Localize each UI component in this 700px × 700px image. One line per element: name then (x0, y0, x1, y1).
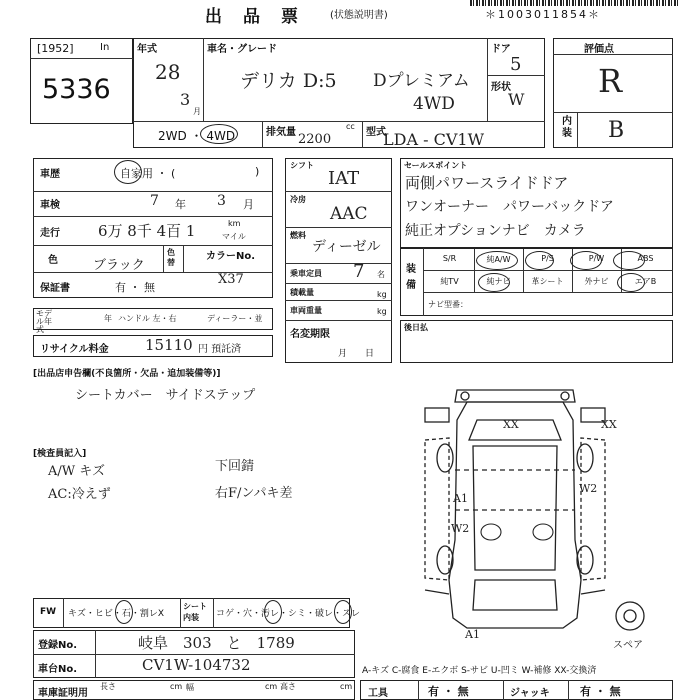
displacement-label: 排気量 (266, 127, 296, 138)
tool-value: 有 ・ 無 (428, 685, 469, 698)
mark-left-w2: W2 (451, 522, 470, 535)
shift-label: シフト (290, 161, 314, 170)
fuel-label: 燃料 (290, 231, 306, 240)
equip-circle-abs (613, 251, 645, 270)
height-label: 高さ (280, 682, 296, 691)
door-label: ドア (491, 44, 511, 55)
chassis-value: CV1W-104732 (142, 656, 251, 674)
equip-label: 装備 (406, 264, 416, 291)
reg-value: 岐阜 303 と 1789 (138, 634, 295, 652)
history-circle (114, 160, 142, 184)
reg-label: 登録No. (38, 640, 78, 651)
equip-circle-airbag (617, 273, 645, 292)
equip-circle-navi (478, 273, 510, 292)
sales-line2: ワンオーナー パワーバックドア (405, 199, 614, 215)
mark-front-xx: XX (503, 418, 519, 431)
recycle-unit: 円 預託済 (198, 344, 242, 355)
len-unit: cm (170, 682, 183, 691)
equip-item: P/S (541, 254, 554, 263)
mark-right-xx: XX (601, 418, 617, 431)
grade-value: Dプレミアム (373, 71, 470, 91)
cooler-value: AAC (330, 204, 368, 224)
sales-line3: 純正オプションナビ カメラ (405, 223, 586, 239)
drive-value: 4WD (413, 94, 455, 114)
load-unit: kg (377, 290, 387, 299)
lot-tag: [1952] (37, 42, 74, 55)
inspector-line4: 右F/ンパキ差 (215, 486, 293, 501)
equip-circle-aw (476, 251, 518, 270)
color-label: 色 (48, 255, 58, 266)
fuel-value: ディーゼル (312, 239, 381, 255)
capacity-label: 乗車定員 (290, 269, 322, 278)
equip-item: 外ナビ (584, 277, 609, 286)
inspector-label: [検査員記入] (33, 449, 87, 459)
equip-circle-pw (570, 251, 602, 270)
year-month: 3 (180, 90, 191, 109)
inspector-line3: 下回錆 (215, 459, 255, 474)
seat-items: コゲ・穴・汚レ・シミ・破レ・スレ (216, 609, 361, 619)
height-unit: cm (340, 682, 353, 691)
history-value: 自家用 ・ ( (120, 167, 176, 180)
inspector-line1: A/W キズ (48, 464, 106, 479)
name-value: デリカ D:5 (240, 70, 337, 92)
name-label: 車名・グレード (207, 44, 277, 55)
jack-label: ジャッキ (510, 688, 550, 699)
load-label: 積載量 (290, 288, 314, 297)
seat-circle-1 (264, 600, 282, 624)
fw-items: キズ・ヒビ・石・割レX (68, 609, 164, 619)
inspection-label: 車検 (40, 200, 60, 211)
mileage-unit-mile: マイル (222, 232, 246, 241)
weight-unit: kg (377, 307, 387, 316)
color-no-label: カラーNo. (206, 251, 256, 262)
color-value: ブラック (93, 258, 145, 273)
size-label: 車庫証明用 (38, 688, 88, 699)
color-no-value: X37 (218, 272, 244, 287)
warranty-value: 有 ・ 無 (115, 281, 155, 294)
document-title: 出 品 票 (205, 7, 300, 27)
inspection-year-unit: 年 (175, 198, 186, 211)
equip-item: S/R (442, 254, 457, 263)
capacity-value: 7 (353, 261, 365, 282)
weight-label: 車両重量 (290, 306, 322, 315)
sales-line1: 両側パワースライドドア (405, 174, 569, 192)
eval-value: R (598, 62, 623, 100)
declare-value: シートカバー サイドステップ (75, 388, 256, 403)
inspection-month-unit: 月 (243, 198, 254, 211)
model-year-label: モデル年式 (36, 309, 52, 334)
inspection-month: 3 (217, 193, 226, 209)
expiry-label: 名変期限 (290, 329, 330, 340)
mileage-label: 走行 (40, 228, 60, 239)
recycle-label: リサイクル料金 (40, 344, 109, 355)
document-subtitle: (状態説明書) (330, 10, 388, 21)
equip-item: 純ナビ (486, 277, 511, 286)
mark-wheel-a1: A1 (465, 628, 480, 641)
interior-value: B (608, 118, 625, 143)
mileage-value: 6万 8千 4百 1 (98, 222, 196, 240)
drive-circle (200, 124, 238, 144)
car-damage-diagram (405, 380, 675, 650)
model-year-unit: 年 (104, 314, 112, 323)
damage-legend: A-キズ C-腐食 E-エクボ S-サビ U-凹ミ W-補修 XX-交換済 (362, 666, 597, 676)
sales-label: セールスポイント (404, 161, 468, 170)
displacement-value: 2200 (298, 132, 332, 147)
mark-right-w2: W2 (579, 482, 598, 495)
history-label: 車歴 (40, 169, 60, 180)
capacity-unit: 名 (377, 270, 385, 279)
serial-number: ＊1003011854＊ (485, 8, 601, 21)
shape-label: 形状 (491, 82, 511, 93)
year-label: 年式 (137, 44, 157, 55)
interior-label: 内装 (562, 116, 572, 139)
drive-options: 2WD ・ 4WD (158, 129, 236, 143)
width-unit: cm (265, 682, 278, 691)
history-close: ) (255, 165, 260, 178)
displacement-unit: cc (346, 122, 355, 131)
declare-label: [出品店申告欄(不良箇所・欠品・追加装備等)] (33, 369, 221, 379)
model-value: LDA - CV1W (383, 130, 485, 149)
eval-label: 評価点 (584, 44, 614, 55)
lot-suffix: In (100, 42, 110, 53)
lot-number: 5336 (42, 74, 111, 105)
spare-label: スペア (613, 640, 643, 650)
equip-item: 純A/W (486, 255, 511, 264)
seat-label: シート内装 (183, 602, 207, 622)
equip-circle-ps (525, 251, 554, 270)
memo-label: 後日払 (404, 323, 428, 332)
recycle-value: 15110 (145, 336, 193, 354)
mark-left-a1: A1 (453, 492, 468, 505)
cooler-label: 冷房 (290, 195, 306, 204)
chassis-label: 車台No. (38, 664, 78, 675)
handle-label: ハンドル 左・右 (118, 314, 177, 323)
expiry-unit: 月 日 (338, 349, 375, 359)
dealer-label: ディーラー・並 (207, 314, 263, 323)
equip-item: エアB (634, 277, 657, 286)
color-change-label: 色替 (167, 248, 175, 267)
tool-label: 工具 (368, 688, 388, 699)
navi-model-label: ナビ型番： (428, 300, 468, 309)
seat-circle-2 (334, 600, 352, 624)
year-value: 28 (155, 60, 181, 84)
equip-item: ABS (637, 254, 654, 263)
equip-item: 純TV (440, 277, 459, 286)
mileage-unit-km: km (228, 219, 241, 228)
warranty-label: 保証書 (40, 283, 70, 294)
inspector-line2: AC:冷えず (48, 487, 111, 502)
shape-value: W (508, 90, 525, 109)
model-label: 型式 (366, 127, 386, 138)
fw-label: FW (40, 607, 57, 617)
equip-item: P/W (588, 254, 605, 263)
len-label: 長さ (100, 682, 116, 691)
shift-value: IAT (328, 168, 360, 189)
fw-circle (115, 600, 133, 624)
year-month-unit: 月 (193, 107, 201, 116)
memo-box (400, 320, 673, 363)
door-value: 5 (510, 54, 522, 75)
jack-value: 有 ・ 無 (580, 685, 621, 698)
equip-item: 革シート (531, 277, 564, 286)
width-label: 幅 (186, 683, 194, 692)
inspection-year: 7 (150, 193, 159, 209)
